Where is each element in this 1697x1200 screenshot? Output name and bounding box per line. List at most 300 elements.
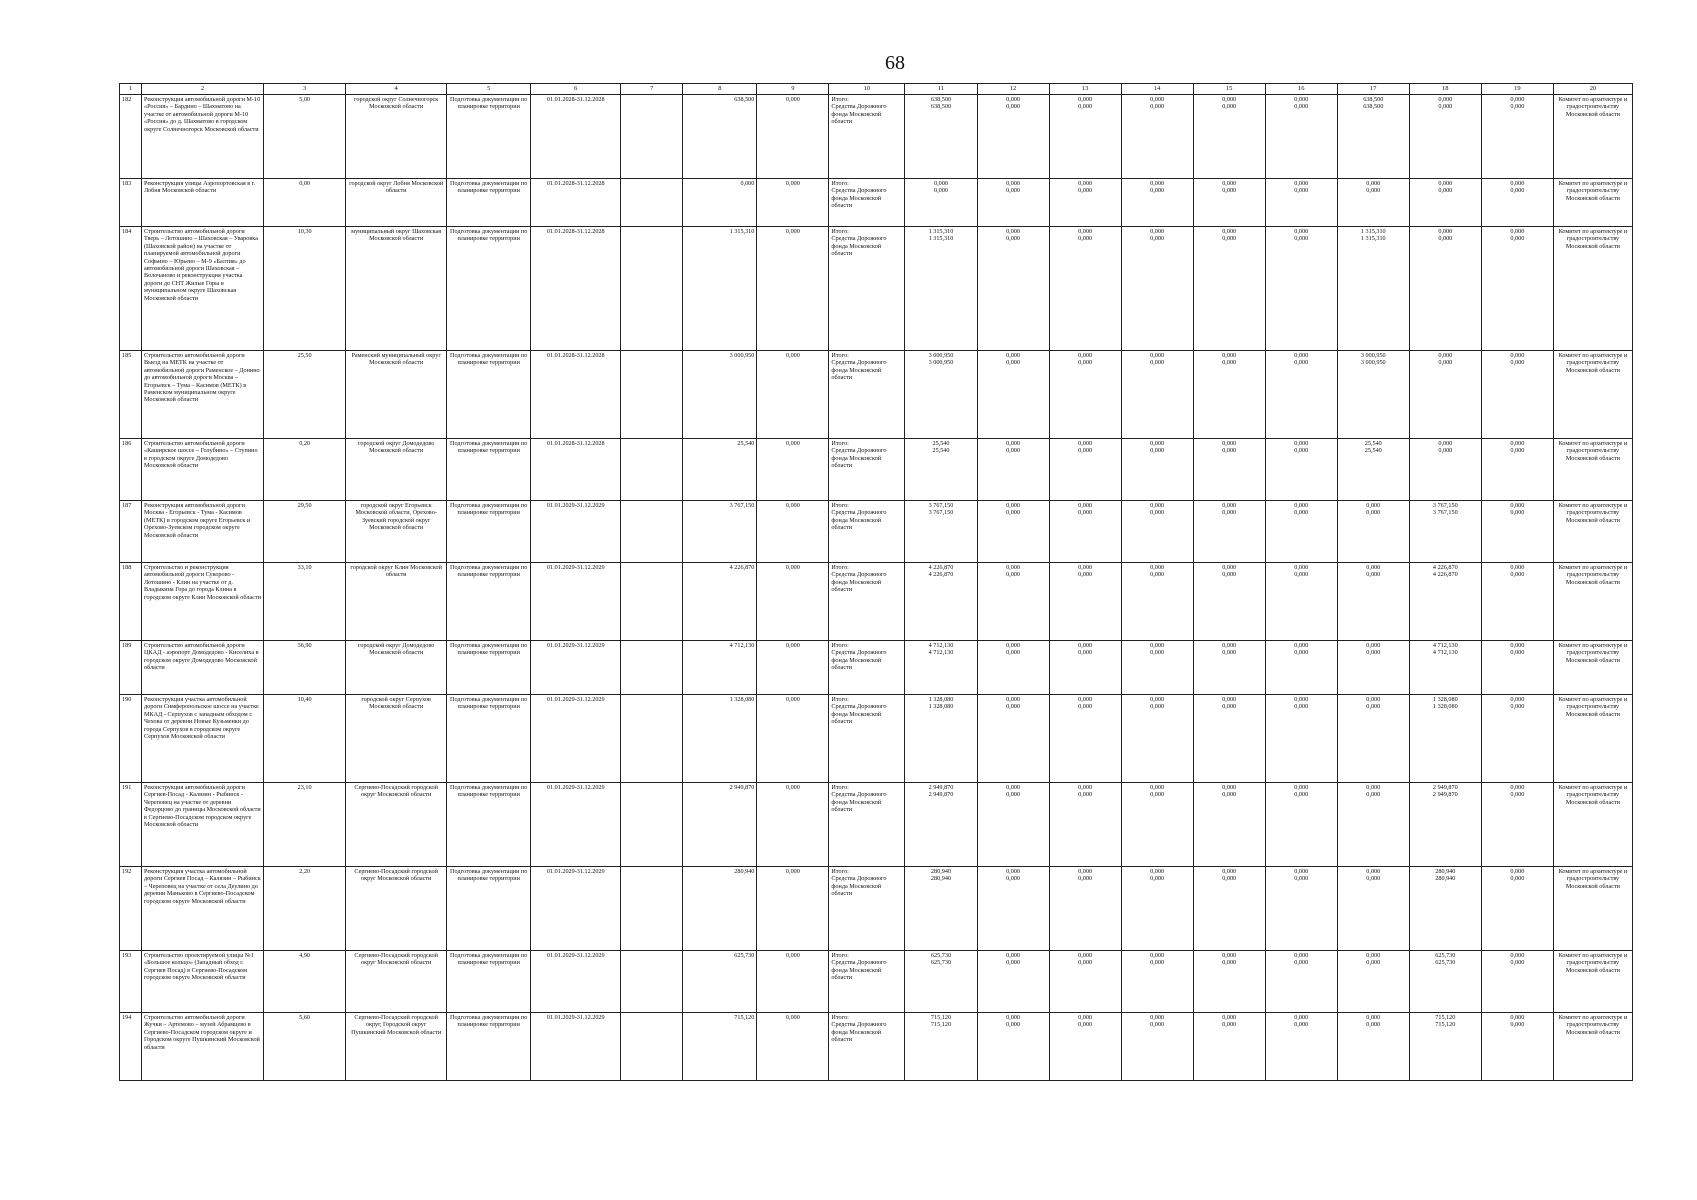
amount-col-16 [1265, 227, 1337, 351]
amount-col-13 [1049, 1013, 1121, 1081]
amount-col-13 [1049, 867, 1121, 951]
amount-col-13 [1049, 351, 1121, 439]
amount-col-19-total: 0,000 [1510, 352, 1525, 359]
amount-col-19-total: 0,000 [1510, 440, 1525, 447]
amount-col-18 [1409, 351, 1481, 439]
amount-col-18-fund: 4 226,870 [1432, 571, 1458, 579]
funding-source [829, 179, 905, 227]
amount-col-19-total: 0,000 [1510, 642, 1525, 649]
funding-source-total: Итого: [831, 180, 849, 187]
amount-col-18 [1409, 951, 1481, 1013]
length-km: 29,50 [264, 501, 346, 563]
amount-col-16 [1265, 783, 1337, 867]
amount-col-14-total: 0,000 [1150, 180, 1165, 187]
amount-col-13-total: 0,000 [1078, 952, 1093, 959]
executor: Комитет по архитектуре и градостроительству Московской области [1553, 351, 1632, 439]
work-stage: Подготовка документации по планировке территории [447, 951, 531, 1013]
table-row [120, 695, 1633, 783]
amount-col-13-fund: 0,000 [1078, 791, 1093, 799]
territory: городской округ Домодедово Московской области [346, 641, 447, 695]
amount-col-11-total: 0,000 [934, 180, 948, 187]
amount-col-19-total: 0,000 [1510, 868, 1525, 875]
amount-col-11-fund: 2 949,870 [928, 791, 954, 799]
amount-col-16 [1265, 1013, 1337, 1081]
table-row [120, 1013, 1633, 1081]
amount-col-17-total: 0,000 [1366, 696, 1381, 703]
amount-col-11-fund: 638,500 [930, 103, 952, 111]
amount-col-13-total: 0,000 [1078, 352, 1093, 359]
work-period: 01.01.2029-31.12.2029 [531, 867, 621, 951]
row-number: 183 [120, 179, 142, 227]
amount-col-16-fund: 0,000 [1294, 447, 1309, 455]
funded-amount: 0,000 [757, 439, 829, 501]
column-number-13: 13 [1049, 84, 1121, 95]
amount-col-15-fund: 0,000 [1222, 447, 1237, 455]
executor: Комитет по архитектуре и градостроительству Московской области [1553, 227, 1632, 351]
object-name: Строительство проектируемой улицы №1 «Большое кольцо» (Западный обход г. Сергиев Посад) в Сергиево-Посадском городском округе Московской области [142, 951, 264, 1013]
amount-col-12-fund: 0,000 [1006, 359, 1020, 367]
total-cost: 715,120 [683, 1013, 757, 1081]
funding-source [829, 641, 905, 695]
funding-source-fund: Средства Дорожного фонда Московской области [831, 235, 887, 258]
amount-col-15-fund: 0,000 [1222, 571, 1237, 579]
row-number: 188 [120, 563, 142, 641]
amount-col-18-total: 4 712,130 [1432, 642, 1458, 649]
amount-col-14-fund: 0,000 [1150, 571, 1165, 579]
amount-col-13 [1049, 439, 1121, 501]
table-row [120, 783, 1633, 867]
amount-col-13 [1049, 227, 1121, 351]
funding-source-fund: Средства Дорожного фонда Московской области [831, 1021, 887, 1044]
amount-col-14-fund: 0,000 [1150, 359, 1165, 367]
funded-amount: 0,000 [757, 641, 829, 695]
total-cost: 625,730 [683, 951, 757, 1013]
amount-col-17-fund: 0,000 [1366, 959, 1381, 967]
table-row [120, 501, 1633, 563]
amount-col-19 [1481, 439, 1553, 501]
amount-col-14 [1121, 501, 1193, 563]
total-cost: 638,500 [683, 95, 757, 179]
column-number-10: 10 [829, 84, 905, 95]
amount-col-11 [905, 641, 977, 695]
funding-source-total: Итого: [831, 228, 849, 235]
amount-col-11-total: 3 000,950 [928, 352, 954, 359]
amount-col-17-fund: 0,000 [1366, 791, 1381, 799]
amount-col-13-fund: 0,000 [1078, 1021, 1093, 1029]
column-7 [621, 951, 683, 1013]
amount-col-14-fund: 0,000 [1150, 447, 1165, 455]
amount-col-12 [977, 695, 1049, 783]
funding-source-fund: Средства Дорожного фонда Московской области [831, 447, 887, 470]
amount-col-15-total: 0,000 [1222, 952, 1237, 959]
amount-col-19 [1481, 351, 1553, 439]
amount-col-12-total: 0,000 [1006, 502, 1020, 509]
amount-col-18-total: 0,000 [1438, 228, 1453, 235]
amount-col-11 [905, 95, 977, 179]
column-number-3: 3 [264, 84, 346, 95]
column-number-14: 14 [1121, 84, 1193, 95]
total-cost: 25,540 [683, 439, 757, 501]
amount-col-11-total: 25,540 [932, 440, 950, 447]
amount-col-12 [977, 95, 1049, 179]
amount-col-15 [1193, 227, 1265, 351]
amount-col-15 [1193, 179, 1265, 227]
amount-col-16-total: 0,000 [1294, 696, 1309, 703]
amount-col-12-total: 0,000 [1006, 696, 1020, 703]
amount-col-18-total: 1 328,080 [1432, 696, 1458, 703]
funded-amount: 0,000 [757, 563, 829, 641]
amount-col-17 [1337, 1013, 1409, 1081]
amount-col-19 [1481, 783, 1553, 867]
amount-col-13 [1049, 695, 1121, 783]
amount-col-15 [1193, 951, 1265, 1013]
funding-source-total: Итого: [831, 564, 849, 571]
work-stage: Подготовка документации по планировке территории [447, 227, 531, 351]
table-row [120, 439, 1633, 501]
amount-col-18-fund: 0,000 [1438, 447, 1453, 455]
amount-col-12-total: 0,000 [1006, 352, 1020, 359]
column-7 [621, 783, 683, 867]
amount-col-15 [1193, 1013, 1265, 1081]
amount-col-12 [977, 227, 1049, 351]
executor: Комитет по архитектуре и градостроительству Московской области [1553, 641, 1632, 695]
amount-col-16-fund: 0,000 [1294, 959, 1309, 967]
amount-col-11 [905, 501, 977, 563]
amount-col-13-fund: 0,000 [1078, 103, 1093, 111]
amount-col-12-fund: 0,000 [1006, 875, 1020, 883]
column-number-7: 7 [621, 84, 683, 95]
funding-source [829, 783, 905, 867]
amount-col-16 [1265, 501, 1337, 563]
funding-source-fund: Средства Дорожного фонда Московской области [831, 875, 887, 898]
length-km: 10,40 [264, 695, 346, 783]
amount-col-19 [1481, 695, 1553, 783]
work-period: 01.01.2028-31.12.2028 [531, 179, 621, 227]
length-km: 10,30 [264, 227, 346, 351]
row-number: 193 [120, 951, 142, 1013]
executor: Комитет по архитектуре и градостроительству Московской области [1553, 783, 1632, 867]
amount-col-13-fund: 0,000 [1078, 447, 1093, 455]
amount-col-19-total: 0,000 [1510, 564, 1525, 571]
amount-col-13-fund: 0,000 [1078, 959, 1093, 967]
amount-col-17-total: 0,000 [1366, 1014, 1381, 1021]
amount-col-12-fund: 0,000 [1006, 509, 1020, 517]
amount-col-17 [1337, 563, 1409, 641]
amount-col-19-fund: 0,000 [1510, 359, 1525, 367]
amount-col-13-fund: 0,000 [1078, 509, 1093, 517]
column-number-5: 5 [447, 84, 531, 95]
length-km: 5,60 [264, 1013, 346, 1081]
amount-col-17 [1337, 351, 1409, 439]
amount-col-18-fund: 0,000 [1438, 103, 1453, 111]
amount-col-18 [1409, 1013, 1481, 1081]
total-cost: 3 767,150 [683, 501, 757, 563]
length-km: 25,50 [264, 351, 346, 439]
column-number-6: 6 [531, 84, 621, 95]
funded-amount: 0,000 [757, 695, 829, 783]
funding-source-total: Итого: [831, 96, 849, 103]
amount-col-12-fund: 0,000 [1006, 103, 1020, 111]
amount-col-15 [1193, 867, 1265, 951]
amount-col-11-fund: 3 000,950 [928, 359, 954, 367]
column-7 [621, 95, 683, 179]
work-period: 01.01.2029-31.12.2029 [531, 783, 621, 867]
territory: городской округ Лобня Московской области [346, 179, 447, 227]
amount-col-19-fund: 0,000 [1510, 235, 1525, 243]
amount-col-14-fund: 0,000 [1150, 649, 1165, 657]
row-number: 191 [120, 783, 142, 867]
executor: Комитет по архитектуре и градостроительству Московской области [1553, 695, 1632, 783]
amount-col-14 [1121, 951, 1193, 1013]
column-number-17: 17 [1337, 84, 1409, 95]
amount-col-17-total: 638,500 [1363, 96, 1384, 103]
row-number: 194 [120, 1013, 142, 1081]
amount-col-15 [1193, 95, 1265, 179]
amount-col-17-total: 0,000 [1366, 952, 1381, 959]
amount-col-11 [905, 439, 977, 501]
amount-col-12-total: 0,000 [1006, 180, 1020, 187]
funding-source [829, 867, 905, 951]
funding-source [829, 563, 905, 641]
amount-col-18-total: 0,000 [1438, 352, 1453, 359]
amount-col-11 [905, 783, 977, 867]
amount-col-11-fund: 1 328,080 [928, 703, 954, 711]
amount-col-18-total: 625,730 [1435, 952, 1456, 959]
amount-col-18-fund: 715,120 [1435, 1021, 1456, 1029]
amount-col-19-total: 0,000 [1510, 784, 1525, 791]
amount-col-17 [1337, 501, 1409, 563]
amount-col-16 [1265, 179, 1337, 227]
amount-col-15-fund: 0,000 [1222, 103, 1237, 111]
amount-col-17-total: 0,000 [1366, 502, 1381, 509]
funding-source [829, 501, 905, 563]
amount-col-11-fund: 280,940 [930, 875, 952, 883]
work-period: 01.01.2029-31.12.2029 [531, 695, 621, 783]
amount-col-19 [1481, 1013, 1553, 1081]
table-row [120, 951, 1633, 1013]
amount-col-18-total: 715,120 [1435, 1014, 1456, 1021]
amount-col-17-fund: 0,000 [1366, 509, 1381, 517]
amount-col-12 [977, 501, 1049, 563]
amount-col-16-fund: 0,000 [1294, 235, 1309, 243]
work-stage: Подготовка документации по планировке территории [447, 351, 531, 439]
amount-col-13-total: 0,000 [1078, 784, 1093, 791]
amount-col-19-total: 0,000 [1510, 1014, 1525, 1021]
work-period: 01.01.2029-31.12.2029 [531, 1013, 621, 1081]
amount-col-12-total: 0,000 [1006, 96, 1020, 103]
amount-col-19 [1481, 563, 1553, 641]
amount-col-18 [1409, 501, 1481, 563]
amount-col-15-fund: 0,000 [1222, 649, 1237, 657]
amount-col-13-total: 0,000 [1078, 868, 1093, 875]
work-period: 01.01.2029-31.12.2029 [531, 501, 621, 563]
row-number: 192 [120, 867, 142, 951]
amount-col-16-fund: 0,000 [1294, 103, 1309, 111]
work-period: 01.01.2028-31.12.2028 [531, 227, 621, 351]
amount-col-16-fund: 0,000 [1294, 571, 1309, 579]
amount-col-15 [1193, 563, 1265, 641]
funded-amount: 0,000 [757, 351, 829, 439]
amount-col-17 [1337, 867, 1409, 951]
amount-col-13-total: 0,000 [1078, 564, 1093, 571]
length-km: 4,90 [264, 951, 346, 1013]
amount-col-16-total: 0,000 [1294, 180, 1309, 187]
amount-col-18-fund: 3 767,150 [1432, 509, 1458, 517]
funding-source-fund: Средства Дорожного фонда Московской области [831, 509, 887, 532]
object-name: Реконструкция участка автомобильной дороги Сергиев Посад – Калязин – Рыбинск – Череповец на участке от села Деулино до деревни Маньково в Сергиево-Посадском городском округе Московской области [142, 867, 264, 951]
length-km: 36,90 [264, 641, 346, 695]
amount-col-13 [1049, 641, 1121, 695]
amount-col-15-total: 0,000 [1222, 228, 1237, 235]
amount-col-16-fund: 0,000 [1294, 791, 1309, 799]
object-name: Строительство автомобильной дороги ЦКАД - аэропорт Домодедово - Киселиха в городском округе Домодедово Московской области [142, 641, 264, 695]
object-name: Строительство и реконструкция автомобильной дороги Сукорово - Лотошино - Клин на участке от д. Владыкина Гора до города Клина в городском округе Клин Московской области [142, 563, 264, 641]
amount-col-18-fund: 2 949,870 [1432, 791, 1458, 799]
program-table [119, 83, 1633, 1081]
amount-col-14 [1121, 1013, 1193, 1081]
work-stage: Подготовка документации по планировке территории [447, 439, 531, 501]
amount-col-17-total: 3 000,950 [1360, 352, 1386, 359]
amount-col-18-fund: 625,730 [1435, 959, 1456, 967]
amount-col-14 [1121, 783, 1193, 867]
amount-col-15-fund: 0,000 [1222, 875, 1237, 883]
object-name: Строительство автомобильной дороги Выезд на МЕТК на участке от автомобильной дороги Раменское – Донино до автомобильной дороги Москва – Егорьевск – Тума – Касимов (МЕТК) в Раменском муниципальном округе Московской области [142, 351, 264, 439]
amount-col-19-total: 0,000 [1510, 96, 1525, 103]
amount-col-16-fund: 0,000 [1294, 649, 1309, 657]
amount-col-12 [977, 351, 1049, 439]
amount-col-17-fund: 0,000 [1366, 187, 1381, 195]
amount-col-13 [1049, 95, 1121, 179]
amount-col-13-total: 0,000 [1078, 696, 1093, 703]
amount-col-12-fund: 0,000 [1006, 447, 1020, 455]
amount-col-11 [905, 351, 977, 439]
amount-col-17-fund: 1 315,310 [1360, 235, 1386, 243]
amount-col-11-total: 1 315,310 [928, 228, 954, 235]
amount-col-14 [1121, 563, 1193, 641]
amount-col-16 [1265, 351, 1337, 439]
amount-col-15-total: 0,000 [1222, 96, 1237, 103]
row-number: 189 [120, 641, 142, 695]
amount-col-17 [1337, 227, 1409, 351]
row-number: 184 [120, 227, 142, 351]
column-number-row [120, 84, 1633, 95]
length-km: 23,10 [264, 783, 346, 867]
work-period: 01.01.2029-31.12.2029 [531, 951, 621, 1013]
length-km: 33,10 [264, 563, 346, 641]
amount-col-14-total: 0,000 [1150, 952, 1165, 959]
amount-col-19 [1481, 501, 1553, 563]
length-km: 5,00 [264, 95, 346, 179]
column-number-18: 18 [1409, 84, 1481, 95]
amount-col-13-total: 0,000 [1078, 228, 1093, 235]
amount-col-12-total: 0,000 [1006, 1014, 1020, 1021]
amount-col-14-fund: 0,000 [1150, 509, 1165, 517]
amount-col-19-total: 0,000 [1510, 502, 1525, 509]
amount-col-11-fund: 0,000 [934, 187, 948, 195]
object-name: Реконструкция автомобильной дороги М-10 «Россия» – Бардино – Шахматово на участке от автомобильной дороги М-10 «Россия» до д. Шахматово в городском округе Солнечногорск Московской области [142, 95, 264, 179]
column-number-8: 8 [683, 84, 757, 95]
work-stage: Подготовка документации по планировке территории [447, 179, 531, 227]
funding-source [829, 351, 905, 439]
amount-col-15 [1193, 351, 1265, 439]
amount-col-15-fund: 0,000 [1222, 791, 1237, 799]
work-stage: Подготовка документации по планировке территории [447, 641, 531, 695]
amount-col-18-fund: 1 328,080 [1432, 703, 1458, 711]
amount-col-14 [1121, 95, 1193, 179]
amount-col-13-fund: 0,000 [1078, 235, 1093, 243]
amount-col-16-fund: 0,000 [1294, 187, 1309, 195]
amount-col-17-fund: 0,000 [1366, 649, 1381, 657]
amount-col-11-total: 4 226,870 [928, 564, 954, 571]
amount-col-18 [1409, 783, 1481, 867]
amount-col-18-total: 0,000 [1438, 96, 1453, 103]
amount-col-11-fund: 625,730 [930, 959, 952, 967]
amount-col-15-total: 0,000 [1222, 564, 1237, 571]
total-cost: 1 328,080 [683, 695, 757, 783]
amount-col-12 [977, 641, 1049, 695]
amount-col-14-total: 0,000 [1150, 564, 1165, 571]
territory: Сергиево-Посадский городской округ Московской области [346, 783, 447, 867]
amount-col-19-fund: 0,000 [1510, 509, 1525, 517]
column-7 [621, 563, 683, 641]
amount-col-19 [1481, 951, 1553, 1013]
amount-col-12 [977, 867, 1049, 951]
amount-col-18 [1409, 179, 1481, 227]
funding-source-fund: Средства Дорожного фонда Московской области [831, 103, 887, 126]
amount-col-18-total: 0,000 [1438, 440, 1453, 447]
amount-col-18 [1409, 95, 1481, 179]
amount-col-16-total: 0,000 [1294, 642, 1309, 649]
territory: городской округ Егорьевск Московской области, Орехово-Зуевский городской округ Московской области [346, 501, 447, 563]
amount-col-11 [905, 563, 977, 641]
funding-source-fund: Средства Дорожного фонда Московской области [831, 959, 887, 982]
amount-col-12-total: 0,000 [1006, 228, 1020, 235]
amount-col-16-total: 0,000 [1294, 352, 1309, 359]
column-7 [621, 439, 683, 501]
amount-col-16-total: 0,000 [1294, 784, 1309, 791]
amount-col-16 [1265, 641, 1337, 695]
amount-col-12-fund: 0,000 [1006, 703, 1020, 711]
amount-col-12-fund: 0,000 [1006, 571, 1020, 579]
amount-col-16-fund: 0,000 [1294, 1021, 1309, 1029]
amount-col-16-total: 0,000 [1294, 228, 1309, 235]
amount-col-18-total: 0,000 [1438, 180, 1453, 187]
amount-col-18-total: 2 949,870 [1432, 784, 1458, 791]
amount-col-13-fund: 0,000 [1078, 187, 1093, 195]
amount-col-15-total: 0,000 [1222, 502, 1237, 509]
work-period: 01.01.2028-31.12.2028 [531, 95, 621, 179]
amount-col-15-fund: 0,000 [1222, 1021, 1237, 1029]
amount-col-14-total: 0,000 [1150, 868, 1165, 875]
amount-col-17-total: 0,000 [1366, 180, 1381, 187]
work-stage: Подготовка документации по планировке территории [447, 501, 531, 563]
territory: Сергиево-Посадский городской округ Московской области [346, 867, 447, 951]
amount-col-15 [1193, 641, 1265, 695]
amount-col-14 [1121, 179, 1193, 227]
amount-col-11-fund: 3 767,150 [928, 509, 954, 517]
amount-col-18-fund: 4 712,130 [1432, 649, 1458, 657]
work-period: 01.01.2028-31.12.2028 [531, 439, 621, 501]
amount-col-12-total: 0,000 [1006, 952, 1020, 959]
amount-col-11-fund: 1 315,310 [928, 235, 954, 243]
work-stage: Подготовка документации по планировке территории [447, 783, 531, 867]
amount-col-12-fund: 0,000 [1006, 649, 1020, 657]
column-number-11: 11 [905, 84, 977, 95]
total-cost: 1 315,310 [683, 227, 757, 351]
object-name: Строительство автомобильной дороги «Каширское шоссе – Голубино» – Ступино в городском округе Домодедово Московской области [142, 439, 264, 501]
territory: муниципальный округ Шаховская Московской области [346, 227, 447, 351]
amount-col-17 [1337, 783, 1409, 867]
